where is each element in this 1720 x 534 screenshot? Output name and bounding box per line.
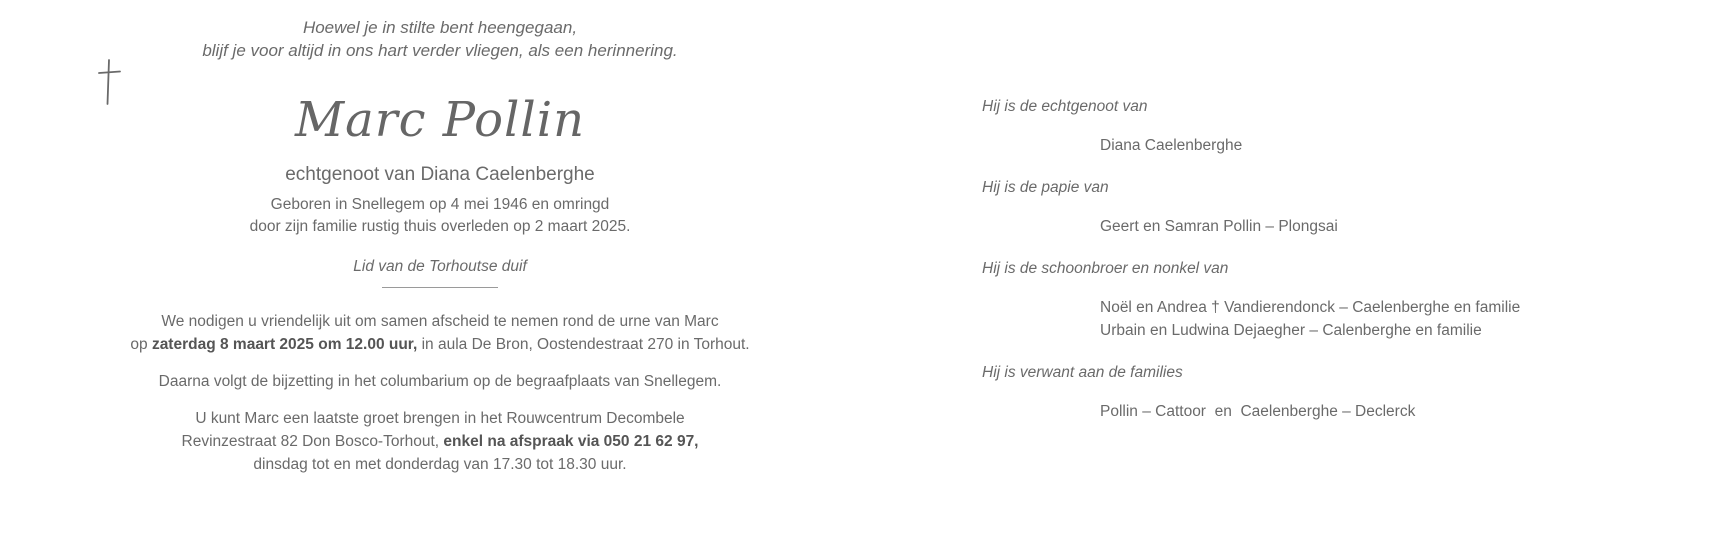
- invitation-text: [80, 310, 800, 356]
- relation-name: Urbain en Ludwina Dejaegher – Calenberghe en familie: [1100, 322, 1482, 339]
- visit-line-2-prefix: Revinzestraat 82 Don Bosco-Torhout,: [181, 433, 444, 450]
- relation-names: [1100, 134, 1682, 157]
- club-membership: Lid van de Torhoutse duif: [353, 258, 527, 275]
- relation-group: [982, 96, 1682, 157]
- burial-text: Daarna volgt de bijzetting in het columbarium op de begraafplaats van Snellegem.: [158, 373, 722, 390]
- visit-line-2: [80, 430, 800, 453]
- relation-heading: Hij is verwant aan de families: [982, 364, 1183, 381]
- relation-names: [1100, 215, 1682, 238]
- relation-heading: Hij is de echtgenoot van: [982, 98, 1148, 115]
- relation-heading: Hij is de schoonbroer en nonkel van: [982, 260, 1229, 277]
- born-line-2: door zijn familie rustig thuis overleden op 2 maart 2025.: [249, 218, 631, 235]
- visit-line-3: dinsdag tot en met donderdag van 17.30 tot 18.30 uur.: [253, 456, 627, 473]
- poem-line-2: blijf je voor altijd in ons hart verder vliegen, als een herinnering.: [202, 41, 678, 60]
- born-line-1: Geboren in Snellegem op 4 mei 1946 en omringd: [270, 196, 610, 213]
- invitation-line-1: We nodigen u vriendelijk uit om samen afscheid te nemen rond de urne van Marc: [161, 313, 719, 330]
- deceased-name: Marc Pollin: [294, 92, 586, 148]
- relation-group: [982, 258, 1682, 342]
- relation-names: [1100, 296, 1682, 342]
- ceremony-datetime: zaterdag 8 maart 2025 om 12.00 uur,: [151, 336, 418, 353]
- relation-name: Noël en Andrea † Vandierendonck – Caelenberghe en familie: [1100, 299, 1521, 316]
- relation-group: [982, 362, 1682, 423]
- invitation-line-2-prefix: op: [130, 336, 152, 353]
- visit-line-1: U kunt Marc een laatste groet brengen in het Rouwcentrum Decombele: [195, 410, 685, 427]
- relation-name: Geert en Samran Pollin – Plongsai: [1100, 218, 1338, 235]
- announcement-left: [80, 0, 800, 476]
- relations-list: [982, 96, 1682, 443]
- visit-appointment: enkel na afspraak via 050 21 62 97,: [443, 433, 699, 450]
- invitation-line-2: [80, 333, 800, 356]
- invitation-line-2-suffix: in aula De Bron, Oostendestraat 270 in Torhout.: [417, 336, 750, 353]
- relation-group: [982, 177, 1682, 238]
- relation-names: [1100, 400, 1682, 423]
- visit-text: [80, 407, 800, 476]
- birth-death-info: [80, 194, 800, 238]
- relation-name: Pollin – Cattoor en Caelenberghe – Declerck: [1100, 403, 1416, 420]
- relation-name: Diana Caelenberghe: [1100, 137, 1243, 154]
- poem-line-1: Hoewel je in stilte bent heengegaan,: [302, 18, 578, 37]
- divider: [382, 287, 498, 288]
- spouse-line: echtgenoot van Diana Caelenberghe: [285, 164, 595, 185]
- poem: [80, 16, 800, 62]
- relation-heading: Hij is de papie van: [982, 179, 1109, 196]
